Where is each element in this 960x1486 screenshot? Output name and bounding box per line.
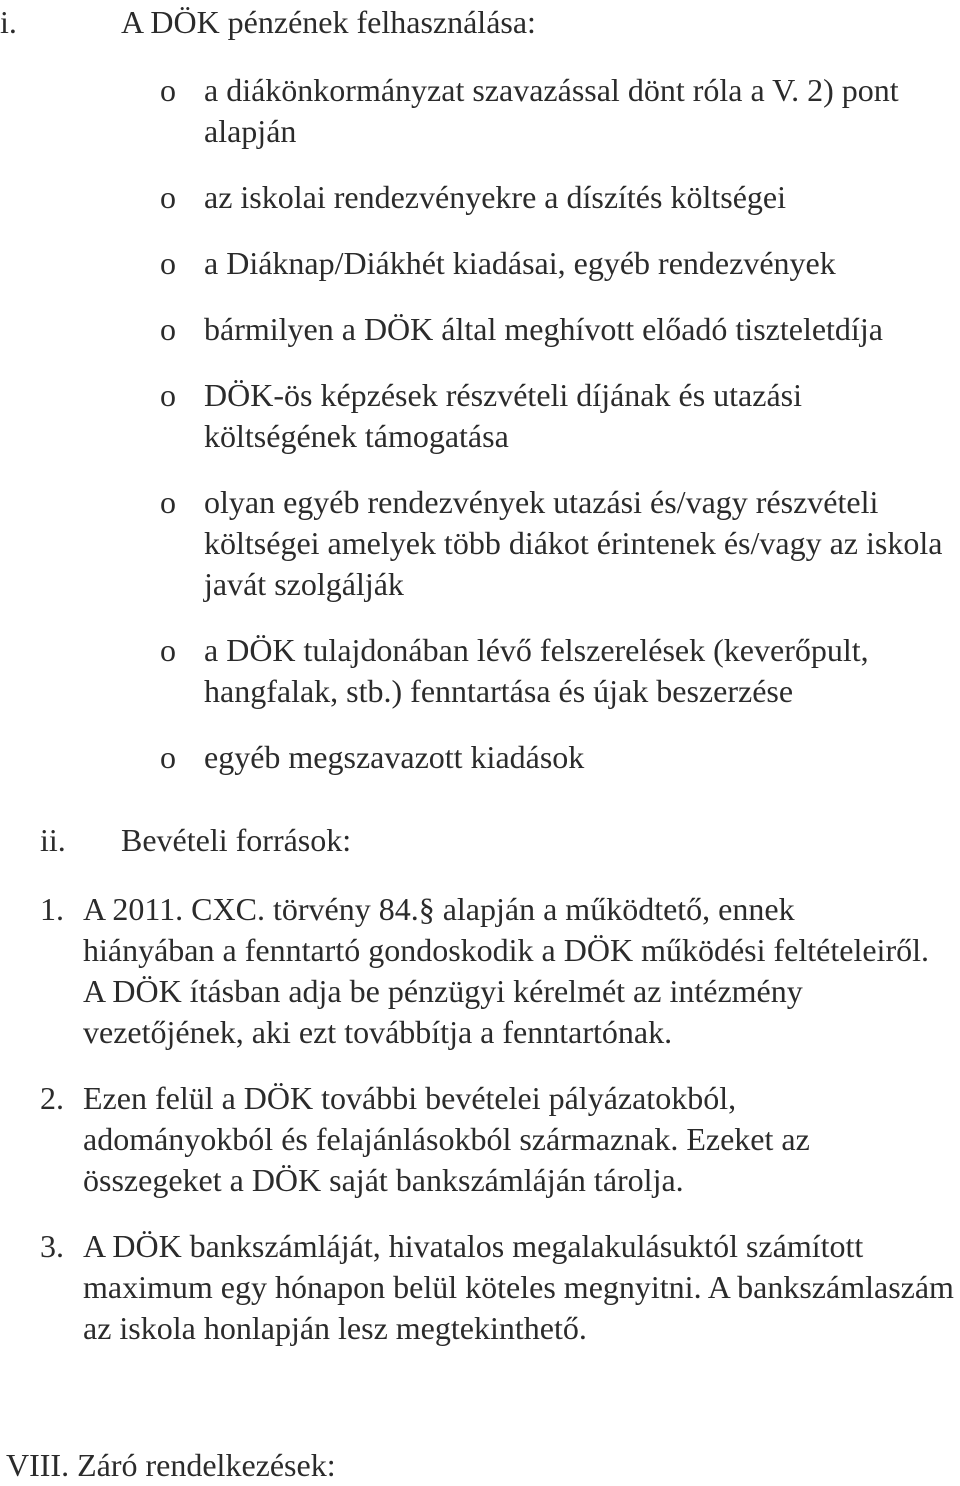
list-item <box>160 70 950 152</box>
list-item <box>160 737 950 778</box>
list-item <box>160 482 950 605</box>
list-item <box>160 309 950 350</box>
list-item-text: A DÖK bankszámláját, hivatalos megalakulásuktól számított maximum egy hónapon belül köteles megnyitni. A bankszámlaszám az iskola honlapján lesz megtekinthető. <box>83 1228 954 1346</box>
section-i-title: A DÖK pénzének felhasználása: <box>121 4 536 40</box>
bullet-marker: o <box>160 179 176 215</box>
section-ii-title: Bevételi források: <box>121 822 352 858</box>
section-ii-marker: ii. <box>40 822 66 858</box>
list-item-text: Ezen felül a DÖK további bevételei pályázatokból, adományokból és felajánlásokból származnak. Ezeket az összegeket a DÖK saját bankszámláján tárolja. <box>83 1080 810 1198</box>
list-item <box>160 177 950 218</box>
bullet-marker: o <box>160 632 176 668</box>
section-viii-title: VIII. Záró rendelkezések: <box>6 1447 336 1483</box>
list-item-text: olyan egyéb rendezvények utazási és/vagy részvételi költségei amelyek több diákot érintenek és/vagy az iskola javát szolgálják <box>204 484 943 602</box>
list-item <box>160 630 950 712</box>
bullet-marker: o <box>160 739 176 775</box>
list-item-text: az iskolai rendezvényekre a díszítés költségei <box>204 179 786 215</box>
list-item <box>160 375 950 457</box>
bullet-marker: o <box>160 72 176 108</box>
list-item-text: DÖK-ös képzések részvételi díjának és utazási költségének támogatása <box>204 377 802 454</box>
bullet-marker: o <box>160 484 176 520</box>
list-item <box>160 243 950 284</box>
list-item-text: a diákönkormányzat szavazással dönt róla a V. 2) pont alapján <box>204 72 899 149</box>
list-item <box>40 1226 955 1349</box>
income-list <box>40 889 955 1349</box>
bullet-marker: o <box>160 311 176 347</box>
number-marker: 1. <box>40 891 64 927</box>
list-item-text: a Diáknap/Diákhét kiadásai, egyéb rendezvények <box>204 245 836 281</box>
list-item-text: egyéb megszavazott kiadások <box>204 739 585 775</box>
bullet-marker: o <box>160 377 176 413</box>
spending-list <box>160 70 950 778</box>
number-marker: 3. <box>40 1228 64 1264</box>
bullet-marker: o <box>160 245 176 281</box>
number-marker: 2. <box>40 1080 64 1116</box>
section-i-marker: i. <box>0 4 17 40</box>
list-item <box>40 1078 955 1201</box>
list-item <box>40 889 955 1053</box>
list-item-text: A 2011. CXC. törvény 84.§ alapján a működtető, ennek hiányában a fenntartó gondoskodik a DÖK működési feltételeiről. A DÖK ításban adja be pénzügyi kérelmét az intézmény vezetőjének, aki ezt továbbítja a fenntartónak. <box>83 891 929 1050</box>
list-item-text: bármilyen a DÖK által meghívott előadó tiszteletdíja <box>204 311 883 347</box>
list-item-text: a DÖK tulajdonában lévő felszerelések (keverőpult, hangfalak, stb.) fenntartása és újak beszerzése <box>204 632 869 709</box>
